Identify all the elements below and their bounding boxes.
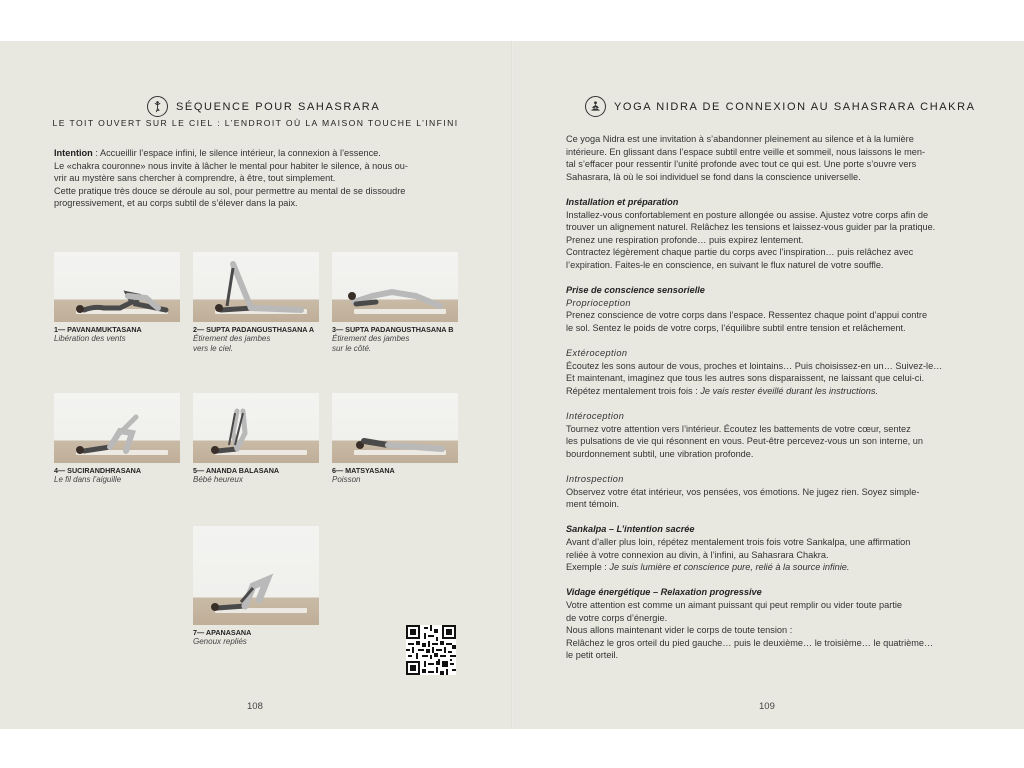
body-line: Contractez légèrement chaque partie du corps avec l’inspiration… puis relâchez avec — [566, 247, 914, 258]
right-page-title: YOGA NIDRA DE CONNEXION AU SAHASRARA CHAKRA — [614, 100, 976, 113]
pose-photo — [332, 393, 458, 463]
meditating-figure-icon — [585, 96, 606, 117]
pose-photo — [193, 252, 319, 322]
book-spread — [0, 41, 1024, 729]
italic-phrase: Je vais rester éveillé durant les instructions. — [700, 385, 879, 396]
pose-photo — [54, 393, 180, 463]
body-line: le petit orteil. — [566, 650, 619, 661]
pose-description: sur le côté. — [332, 343, 372, 353]
pose-card — [193, 393, 319, 485]
nidra-text — [566, 133, 986, 662]
pose-card — [193, 526, 319, 647]
pose-name: 1— PAVANAMUKTASANA — [54, 325, 142, 334]
body-line: Installez-vous confortablement en posture allongée ou assise. Ajustez votre corps afin de — [566, 209, 929, 220]
intro-line: Sahasrara, là où le soi individuel se fond dans la conscience universelle. — [566, 171, 861, 182]
pose-description: Le fil dans l’aiguille — [54, 475, 122, 485]
body-line: Exemple : — [566, 562, 610, 573]
body-line: Votre attention est comme un aimant puissant qui peut remplir ou vider toute partie — [566, 599, 903, 610]
pose-description: vers le ciel. — [193, 343, 234, 353]
body-line: de votre corps d’énergie. — [566, 612, 668, 623]
pose-name: 6— MATSYASANA — [332, 466, 395, 475]
pose-card — [332, 393, 458, 485]
intention-line: Le «chakra couronne» nous invite à lâcher le mental pour habiter le silence, à nous ou- — [54, 160, 408, 171]
italic-phrase: Je suis lumière et conscience pure, relié à la source infinie. — [609, 562, 850, 573]
body-line: Prenez conscience de votre corps dans l’espace. Ressentez chaque point d’appui contre — [566, 310, 928, 321]
body-line: les pulsations de vie qui résonnent en vous. Peut-être percevez-vous un son interne, un — [566, 436, 923, 447]
intro-line: Ce yoga Nidra est une invitation à s’abandonner pleinement au silence et à la lumière — [566, 134, 914, 144]
intro-line: tal s’effacer pour ressentir l’unité profonde avec tout ce qui est. Une porte s’ouvre vers — [566, 159, 917, 170]
intention-label: Intention — [54, 148, 93, 158]
pose-description: Poisson — [332, 475, 361, 485]
pose-card — [332, 252, 458, 353]
body-line: Tournez votre attention vers l’intérieur. Écoutez les battements de votre cœur, sentez — [566, 423, 911, 434]
intention-text — [54, 147, 474, 210]
subsection-heading: Proprioception — [566, 297, 631, 308]
body-line: l’expiration. Faites-le en conscience, en suivant le flux naturel de votre souffle. — [566, 259, 884, 270]
pose-card — [193, 252, 319, 353]
body-line: Observez votre état intérieur, vos pensées, vos émotions. Ne jugez rien. Soyez simple- — [566, 486, 920, 497]
intention-line: Cette pratique très douce se déroule au sol, pour permettre au mental de se dissoudre — [54, 185, 406, 196]
pose-description: Genoux repliés — [193, 637, 247, 647]
left-page — [0, 41, 511, 729]
intention-line: : Accueillir l’espace infini, le silence intérieur, la connexion à l’essence. — [92, 148, 381, 158]
body-line: Relâchez le gros orteil du pied gauche… puis le deuxième… le troisième… le quatrième… — [566, 637, 934, 648]
subsection-heading: Introspection — [566, 474, 624, 485]
pose-description: Étirement des jambes — [193, 334, 271, 344]
body-line: bourdonnement subtil, une vibration profonde. — [566, 448, 754, 459]
qr-code[interactable] — [406, 625, 456, 675]
pose-photo — [332, 252, 458, 322]
section-heading: Sankalpa – L’intention sacrée — [566, 524, 695, 535]
section-heading: Vidage énergétique – Relaxation progressive — [566, 587, 762, 598]
body-line: reliée à votre connexion au divin, à l’infini, au Sahasrara Chakra. — [566, 549, 829, 560]
body-line: le sol. Sentez le poids de votre corps, l’équilibre subtil entre tension et relâchement. — [566, 322, 906, 333]
pose-name: 2— SUPTA PADANGUSTHASANA A — [193, 325, 315, 334]
subsection-heading: Intéroception — [566, 411, 625, 422]
body-line: Nous allons maintenant vider le corps de toute tension : — [566, 625, 793, 636]
pose-card — [54, 393, 180, 485]
left-page-title: SÉQUENCE POUR SAHASRARA — [176, 100, 381, 113]
body-line: Écoutez les sons autour de vous, proches et lointains… Puis choisissez-en un… Suivez-le… — [566, 360, 943, 371]
body-line: Répétez mentalement trois fois : — [566, 385, 701, 396]
right-title-row — [585, 96, 976, 117]
left-title-row — [147, 96, 380, 117]
pose-name: 3— SUPTA PADANGUSTHASANA B — [332, 325, 454, 334]
section-heading: Prise de conscience sensorielle — [566, 285, 705, 296]
body-line: Et maintenant, imaginez que tous les autres sons disparaissent, ne laissant que celui-ci. — [566, 373, 924, 384]
intention-line: vrir au mystère sans chercher à comprendre, à être, tout simplement. — [54, 173, 336, 184]
page-number: 108 — [247, 701, 263, 712]
subsection-heading: Extéroception — [566, 348, 628, 359]
standing-figure-icon — [147, 96, 168, 117]
page-number: 109 — [759, 701, 775, 712]
pose-description: Bébé heureux — [193, 475, 243, 485]
pose-photo — [193, 526, 319, 625]
pose-name: 7— APANASANA — [193, 628, 252, 637]
pose-name: 4— SUCIRANDHRASANA — [54, 466, 142, 475]
intention-line: progressivement, et au corps subtil de s’élever dans la paix. — [54, 198, 298, 209]
pose-description: Libération des vents — [54, 334, 126, 344]
pose-name: 5— ANANDA BALASANA — [193, 466, 280, 475]
intro-line: intérieure. En glissant dans l’espace subtil entre veille et sommeil, nous laissons le men- — [566, 146, 925, 157]
body-line: Prenez une respiration profonde… puis expirez lentement. — [566, 234, 804, 245]
body-line: ment témoin. — [566, 499, 620, 510]
left-page-subtitle: LE TOIT OUVERT SUR LE CIEL : L’ENDROIT OÙ LA MAISON TOUCHE L’INFINI — [52, 118, 459, 128]
section-heading: Installation et préparation — [566, 196, 679, 207]
body-line: trouver un alignement naturel. Relâchez les tensions et laissez-vous guider par la pratique. — [566, 222, 936, 233]
pose-photo — [54, 252, 180, 322]
body-line: Avant d’aller plus loin, répétez mentalement trois fois votre Sankalpa, une affirmation — [566, 537, 911, 547]
pose-photo — [193, 393, 319, 463]
pose-description: Étirement des jambes — [332, 334, 410, 344]
right-page — [513, 41, 1024, 729]
pose-card — [54, 252, 180, 344]
